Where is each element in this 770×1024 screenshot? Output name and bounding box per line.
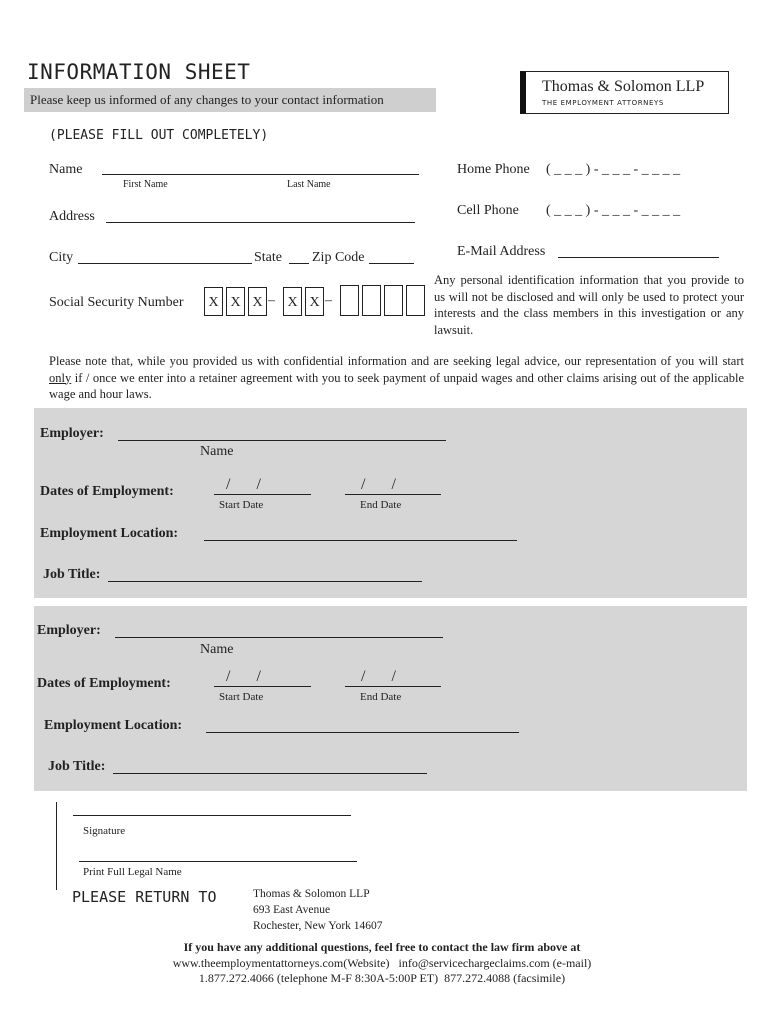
name-label: Name [49, 162, 83, 177]
job-title-label: Job Title: [43, 567, 101, 582]
first-name-caption: First Name [123, 179, 168, 190]
ssn-label: Social Security Number [49, 295, 184, 310]
ssn-box-4: X [283, 287, 302, 316]
email-label: E-Mail Address [457, 244, 546, 259]
ssn-box-1: X [204, 287, 223, 316]
ssn-dash-1: – [268, 293, 275, 308]
return-firm: Thomas & Solomon LLP [253, 888, 370, 900]
ssn-box-2: X [226, 287, 245, 316]
zip-label: Zip Code [312, 250, 365, 265]
start-date-input-line[interactable] [214, 686, 311, 687]
start-date-input-line[interactable] [214, 494, 311, 495]
job-title-input-line[interactable] [113, 773, 427, 774]
dates-label: Dates of Employment: [40, 484, 174, 499]
employer-name-caption: Name [200, 642, 234, 657]
end-date-input-line[interactable] [345, 494, 441, 495]
subtitle-text: Please keep us informed of any changes to your contact information [30, 92, 384, 107]
start-date-caption: Start Date [219, 691, 264, 703]
address-input-line[interactable] [106, 222, 415, 223]
home-phone-label: Home Phone [457, 162, 530, 177]
signature-caption: Signature [83, 825, 126, 837]
employer-label: Employer: [40, 426, 104, 441]
start-date-slashes: / / [226, 476, 261, 493]
email-input-line[interactable] [558, 257, 719, 258]
footer-phones: 1.877.272.4066 (telephone M-F 8:30A-5:00P ET) 877.272.4088 (facsimile) [198, 971, 566, 985]
dates-label: Dates of Employment: [37, 676, 171, 691]
signature-margin-rule [56, 802, 57, 890]
state-label: State [254, 250, 282, 265]
city-label: City [49, 250, 74, 265]
city-input-line[interactable] [78, 263, 252, 264]
signature-input-line[interactable] [73, 815, 351, 816]
location-label: Employment Location: [44, 718, 183, 733]
job-title-label: Job Title: [48, 759, 106, 774]
zip-input-line[interactable] [369, 263, 414, 264]
employment-block-2 [34, 606, 747, 791]
ssn-box-6[interactable] [340, 285, 359, 316]
end-date-slashes: / / [361, 476, 396, 493]
subtitle-banner [24, 88, 436, 112]
name-input-line[interactable] [102, 174, 419, 175]
ssn-box-9[interactable] [406, 285, 425, 316]
job-title-input-line[interactable] [108, 581, 422, 582]
start-date-slashes: / / [226, 668, 261, 685]
logo-firm-name: Thomas & Solomon LLP [542, 78, 705, 95]
ssn-box-7[interactable] [362, 285, 381, 316]
address-label: Address [49, 209, 95, 224]
home-phone-field[interactable]: ( _ _ _ ) - _ _ _ - _ _ _ _ [546, 162, 681, 177]
location-input-line[interactable] [204, 540, 517, 541]
location-input-line[interactable] [206, 732, 519, 733]
representation-note-part-2: if / once we enter into a retainer agreement with you to seek payment of unpaid wages and other claims arising out of the applicable wage and hour laws. [49, 370, 744, 401]
return-label: PLEASE RETURN TO [72, 888, 217, 906]
footer-questions: If you have any additional questions, feel free to contact the law firm above at [183, 940, 581, 954]
representation-note [49, 353, 744, 403]
ssn-box-5: X [305, 287, 324, 316]
start-date-caption: Start Date [219, 499, 264, 511]
representation-note-part-1: Please note that, while you provided us with confidential information and are seeking legal advice, our representation of you will start [49, 354, 744, 368]
ssn-dash-2: – [325, 293, 332, 308]
employer-input-line[interactable] [118, 440, 446, 441]
cell-phone-label: Cell Phone [457, 203, 519, 218]
employer-name-caption: Name [200, 444, 234, 459]
footer-web-email: www.theemploymentattorneys.com(Website) info@servicechargeclaims.com (e-mail) [172, 956, 592, 970]
instruction-text: (PLEASE FILL OUT COMPLETELY) [49, 128, 269, 143]
end-date-caption: End Date [360, 499, 402, 511]
return-street: 693 East Avenue [253, 904, 331, 916]
privacy-note: Any personal identification information that you provide to us will not be disclosed and will only be used to protect your interests and the class members in this investigation or any lawsuit. [434, 273, 744, 337]
ssn-box-8[interactable] [384, 285, 403, 316]
last-name-caption: Last Name [287, 179, 331, 190]
employer-label: Employer: [37, 623, 101, 638]
end-date-input-line[interactable] [345, 686, 441, 687]
cell-phone-field[interactable]: ( _ _ _ ) - _ _ _ - _ _ _ _ [546, 203, 681, 218]
location-label: Employment Location: [40, 526, 179, 541]
page-title: INFORMATION SHEET [27, 60, 251, 84]
end-date-slashes: / / [361, 668, 396, 685]
ssn-box-3: X [248, 287, 267, 316]
firm-logo [520, 71, 729, 114]
employment-block-1 [34, 408, 747, 598]
state-input-line[interactable] [289, 263, 309, 264]
print-name-input-line[interactable] [79, 861, 357, 862]
employer-input-line[interactable] [115, 637, 443, 638]
logo-tagline: THE EMPLOYMENT ATTORNEYS [542, 99, 664, 107]
return-city: Rochester, New York 14607 [253, 920, 383, 932]
end-date-caption: End Date [360, 691, 402, 703]
print-name-caption: Print Full Legal Name [83, 866, 182, 878]
representation-note-underlined: only [49, 370, 72, 385]
